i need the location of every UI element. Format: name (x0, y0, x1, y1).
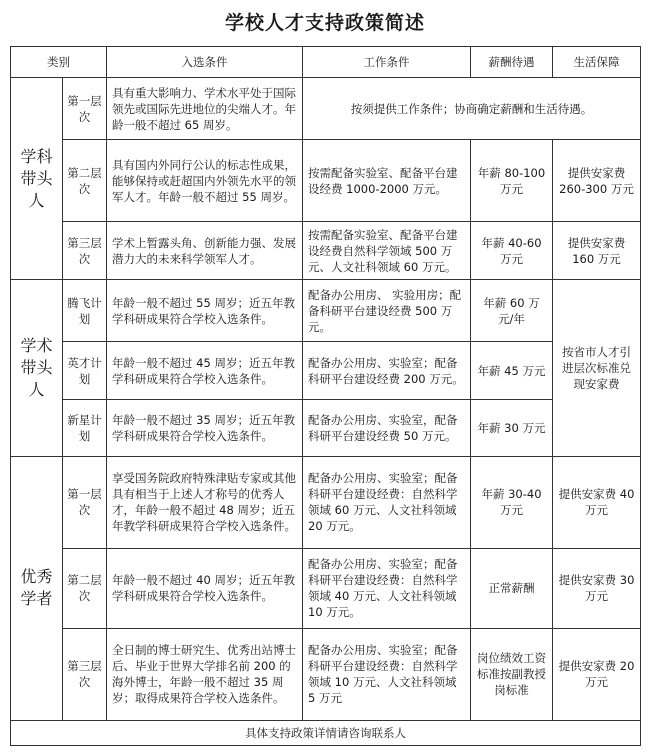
table-row (11, 456, 641, 548)
salary-cell: 年薪 30-40 万元 (471, 456, 553, 548)
work-cell: 配备办公用房、实验室，配备科研平台建设经费 50 万元。 (303, 400, 471, 456)
condition-cell: 享受国务院政府特殊津贴专家或其他具有相当于上述人才称号的优秀人才，年龄一般不超过 48 周岁；近五年教学科研成果符合学校入选条件。 (107, 456, 303, 548)
header-salary: 薪酬待遇 (471, 47, 553, 78)
work-cell: 按需配备实验室、配备平台建设经费自然科学领域 500 万元、人文社科领域 60 万元。 (303, 222, 471, 280)
table-row (11, 342, 641, 400)
table-row (11, 628, 641, 720)
header-life: 生活保障 (553, 47, 641, 78)
life-merged-cell: 按省市人才引进层次标准兑现安家费 (553, 280, 641, 456)
level-cell: 第一层次 (63, 456, 107, 548)
level-cell: 第二层次 (63, 140, 107, 222)
condition-cell: 年龄一般不超过 45 周岁；近五年教学科研成果符合学校入选条件。 (107, 342, 303, 400)
condition-cell: 学术上暂露头角、创新能力强、发展潜力大的未来科学领军人才。 (107, 222, 303, 280)
condition-cell: 年龄一般不超过 55 周岁；近五年教学科研成果符合学校入选条件。 (107, 280, 303, 342)
footer-note: 具体支持政策详情请咨询联系人 (11, 720, 641, 745)
level-cell: 第二层次 (63, 548, 107, 628)
table-row (11, 222, 641, 280)
work-cell: 配备办公用房、 实验用房；配备科研平台建设经费 500 万元。 (303, 280, 471, 342)
policy-table (10, 46, 641, 746)
work-cell: 配备办公用房、实验室；配备科研平台建设经费：自然科学领域 10 万元、人文社科领域 5 万元 (303, 628, 471, 720)
life-cell: 提供安家费 260-300 万元 (553, 140, 641, 222)
merged-terms-cell: 按须提供工作条件；协商确定薪酬和生活待遇。 (303, 78, 641, 140)
condition-cell: 全日制的博士研究生、优秀出站博士后、毕业于世界大学排名前 200 的海外博士，年龄一般不超过 35 周岁；取得成果符合学校入选条件。 (107, 628, 303, 720)
life-cell: 提供安家费 20 万元 (553, 628, 641, 720)
salary-cell: 年薪 45 万元 (471, 342, 553, 400)
salary-cell: 年薪 80-100 万元 (471, 140, 553, 222)
level-cell: 新星计划 (63, 400, 107, 456)
condition-cell: 年龄一般不超过 35 周岁；近五年教学科研成果符合学校入选条件。 (107, 400, 303, 456)
footer-row (11, 720, 641, 745)
category-cell: 学科带头人 (11, 78, 63, 280)
level-cell: 第三层次 (63, 628, 107, 720)
header-condition: 入选条件 (107, 47, 303, 78)
category-cell: 学术带头人 (11, 280, 63, 456)
life-cell: 提供安家费 40 万元 (553, 456, 641, 548)
category-cell: 优秀学者 (11, 456, 63, 720)
header-row (11, 47, 641, 78)
page-title: 学校人才支持政策简述 (224, 12, 425, 34)
level-cell: 第三层次 (63, 222, 107, 280)
salary-cell: 年薪 30 万元 (471, 400, 553, 456)
table-row (11, 78, 641, 140)
level-cell: 英才计划 (63, 342, 107, 400)
table-row (11, 280, 641, 342)
level-cell: 第一层次 (63, 78, 107, 140)
header-category: 类别 (11, 47, 107, 78)
salary-cell: 年薪 40-60 万元 (471, 222, 553, 280)
condition-cell: 具有重大影响力、学术水平处于国际领先或国际先进地位的尖端人才。年龄一般不超过 65 周岁。 (107, 78, 303, 140)
level-cell: 腾飞计划 (63, 280, 107, 342)
salary-cell: 岗位绩效工资标准按副教授岗标准 (471, 628, 553, 720)
salary-cell: 正常薪酬 (471, 548, 553, 628)
table-row (11, 400, 641, 456)
life-cell: 提供安家费 160 万元 (553, 222, 641, 280)
salary-cell: 年薪 60 万元/年 (471, 280, 553, 342)
work-cell: 配备办公用房、实验室；配备科研平台建设经费：自然科学领域 60 万元、人文社科领域 20 万元。 (303, 456, 471, 548)
life-cell: 提供安家费 30 万元 (553, 548, 641, 628)
work-cell: 按需配备实验室、配备平台建设经费 1000-2000 万元。 (303, 140, 471, 222)
table-row (11, 140, 641, 222)
header-work: 工作条件 (303, 47, 471, 78)
table-row (11, 548, 641, 628)
condition-cell: 具有国内外同行公认的标志性成果，能够保持或赶超国内外领先水平的领军人才。年龄一般不超过 55 周岁。 (107, 140, 303, 222)
work-cell: 配备办公用房、实验室；配备科研平台建设经费 200 万元。 (303, 342, 471, 400)
work-cell: 配备办公用房、实验室；配备科研平台建设经费：自然科学领域 40 万元、人文社科领域 10 万元。 (303, 548, 471, 628)
condition-cell: 年龄一般不超过 40 周岁；近五年教学科研成果符合学校入选条件。 (107, 548, 303, 628)
